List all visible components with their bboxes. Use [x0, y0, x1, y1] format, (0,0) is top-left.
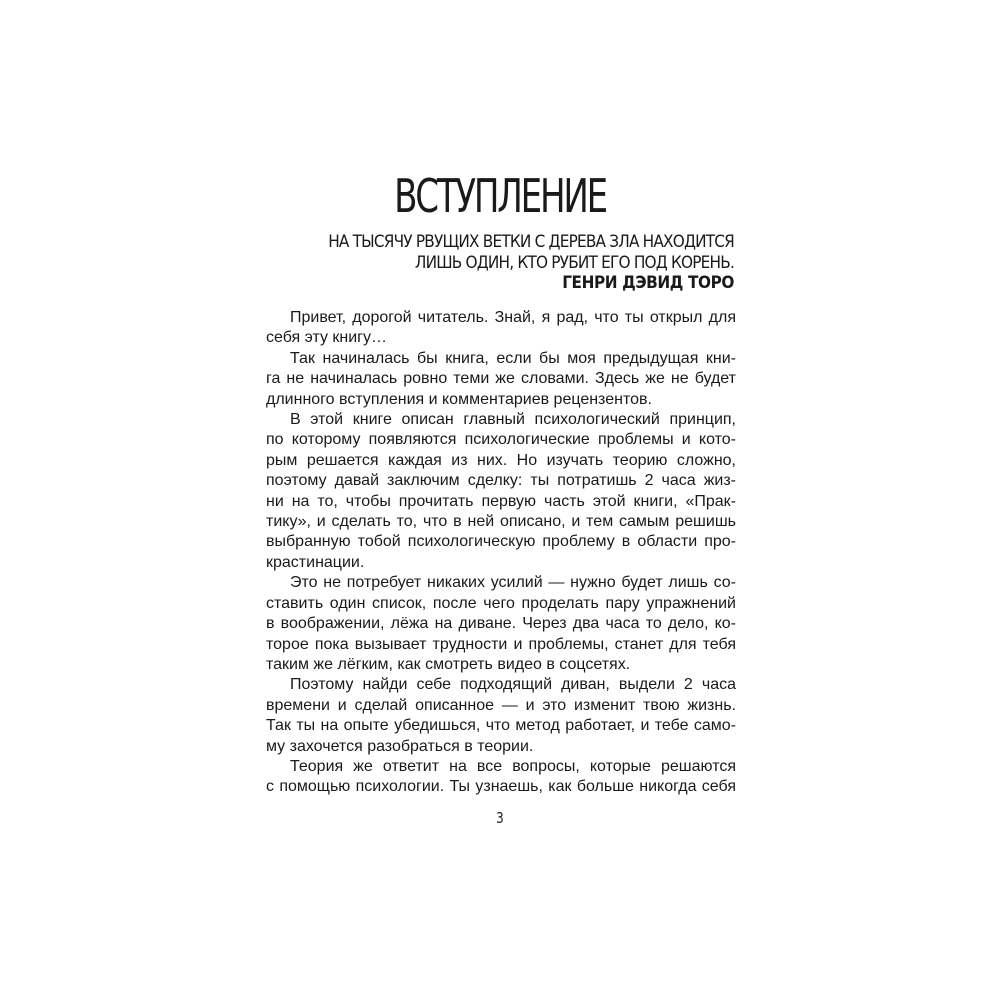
text-line: тику», и сделать то, что в ней описано, и тем самым решишь — [266, 513, 736, 531]
page-number: 3 — [496, 809, 504, 827]
text-line: В этой книге описан главный психологический принцип, — [290, 411, 736, 429]
text-line: ставить один список, после чего проделать пару упражнений — [266, 594, 736, 612]
text-line: ни на то, чтобы прочитать первую часть этой книги, «Прак- — [266, 492, 736, 510]
epigraph-line: ЛИШЬ ОДИН, КТО РУБИТ ЕГО ПОД КОРЕНЬ. — [414, 252, 734, 273]
text-line: га не начиналась ровно теми же словами. Здесь же не будет — [266, 370, 736, 388]
text-line: Это не потребует никаких усилий — нужно будет лишь со- — [290, 574, 736, 592]
paragraph — [266, 675, 736, 757]
epigraph-author: ГЕНРИ ДЭВИД ТОРО — [562, 273, 734, 293]
paragraph — [266, 308, 736, 349]
text-line: торое пока вызывает трудности и проблемы, станет для тебя — [266, 635, 736, 653]
epigraph — [214, 232, 734, 294]
text-line: Теория же ответит на все вопросы, которые решаются — [290, 757, 736, 775]
paragraph — [266, 410, 736, 573]
epigraph-line: НА ТЫСЯЧУ РВУЩИХ ВЕТКИ С ДЕРЕВА ЗЛА НАХОДИТСЯ — [328, 232, 734, 252]
text-line: Так начиналась бы книга, если бы моя предыдущая кни- — [290, 349, 736, 367]
text-line: выбранную тобой психологическую проблему в области про- — [266, 533, 736, 551]
text-line: Привет, дорогой читатель. Знай, я рад, что ты открыл для — [290, 309, 736, 326]
text-line: поэтому давай заключим сделку: ты потратишь 2 часа жиз- — [266, 472, 736, 490]
text-line: рым решается каждая из них. Но изучать теорию сложно, — [266, 451, 736, 469]
text-line: Так ты на опыте убедишься, что метод работает, и тебе само- — [266, 717, 736, 735]
text-line: му захочется разобраться в теории. — [266, 737, 534, 755]
text-line: с помощью психологии. Ты узнаешь, как больше никогда себя — [266, 778, 736, 796]
paragraph — [266, 573, 736, 675]
paragraph — [266, 757, 736, 798]
text-line: времени и сделай описанное — и это изменит твою жизнь. — [266, 696, 736, 714]
text-line: таким же лёгким, как смотреть видео в соцсетях. — [266, 655, 631, 673]
text-line: себя эту книгу… — [266, 329, 388, 347]
text-line: Поэтому найди себе подходящий диван, выдели 2 часа — [290, 676, 736, 694]
paragraph — [266, 349, 736, 410]
body-text — [266, 308, 736, 798]
text-line: длинного вступления и комментариев рецензентов. — [266, 390, 652, 408]
text-line: по которому появляются психологические проблемы и кото- — [266, 431, 736, 449]
text-line: крастинации. — [266, 553, 365, 571]
chapter-title: ВСТУПЛЕНИЕ — [394, 169, 606, 223]
text-line: в воображении, лёжа на диване. Через два часа то дело, ко- — [266, 615, 736, 633]
